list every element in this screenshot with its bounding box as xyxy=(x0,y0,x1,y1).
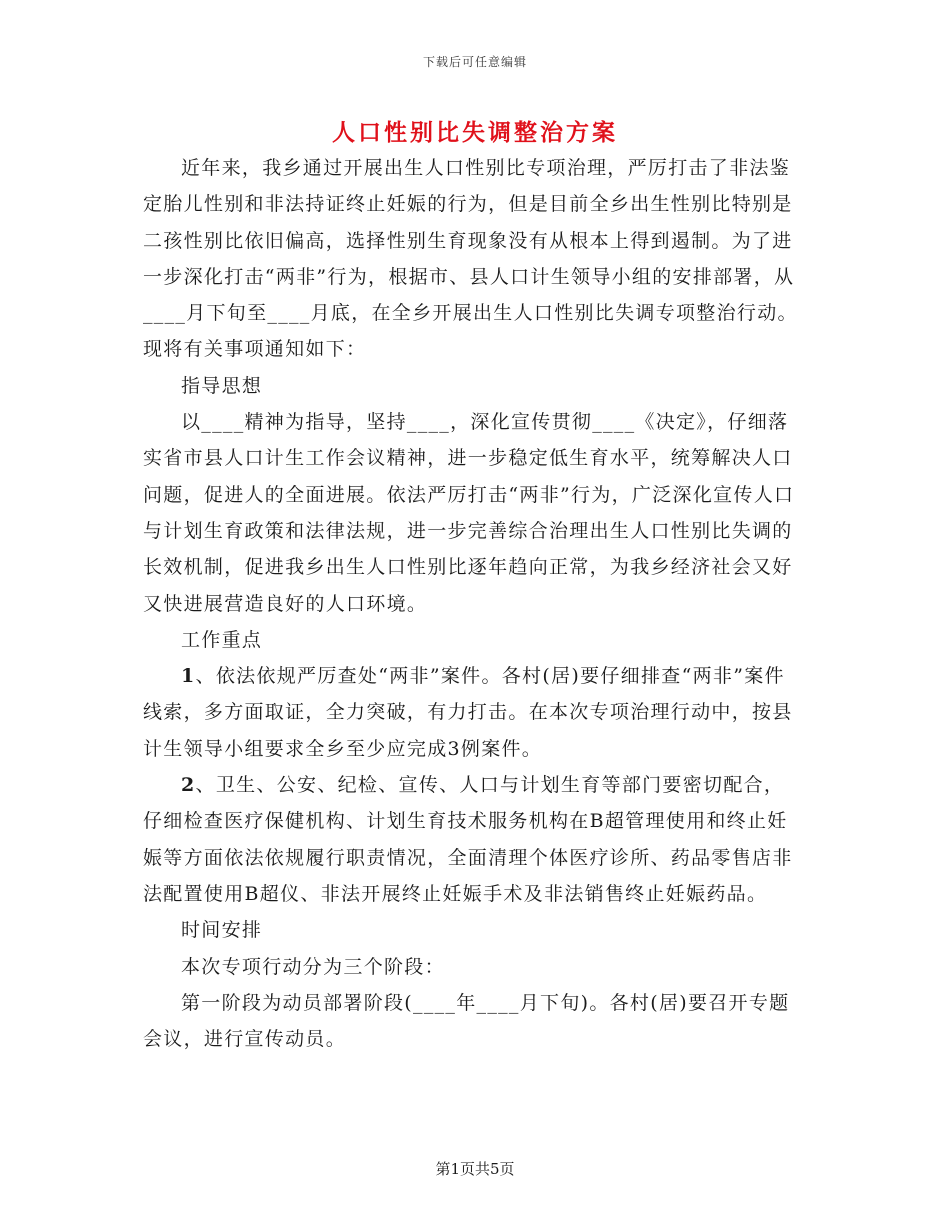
item-number: 2 xyxy=(181,774,196,797)
section-heading-schedule: 时间安排 xyxy=(181,919,263,942)
intro-paragraph: 近年来，我乡通过开展出生人口性别比专项治理，严厉打击了非法鉴定胎儿性别和非法持证终止妊娠的行为，但是目前全乡出生性别比特别是二孩性别比依旧偏高，选择性别生育现象没有从根本上得到遏制。为了进一步深化打击“两非”行为，根据市、县人口计生领导小组的安排部署，从____月下旬至____月底，在全乡开展出生人口性别比失调专项整治行动。现将有关事项通知如下： xyxy=(143,157,798,361)
work-focus-item-2 xyxy=(143,767,803,912)
item-number: 1 xyxy=(181,665,196,688)
guiding-ideology-paragraph: 以____精神为指导，坚持____，深化宣传贯彻____《决定》，仔细落实省市县人口计生工作会议精神，进一步稳定低生育水平，统筹解决人口问题，促进人的全面进展。依法严厉打击“两非”行为，广泛深化宣传人口与计划生育政策和法律法规，进一步完善综合治理出生人口性别比失调的长效机制，促进我乡出生人口性别比逐年趋向正常，为我乡经济社会又好又快进展营造良好的人口环境。 xyxy=(143,411,795,615)
page-indicator: 第1页共5页 xyxy=(435,1160,515,1178)
document-title: 人口性别比失调整治方案 xyxy=(332,119,618,146)
stage-1-paragraph: 第一阶段为动员部署阶段(____年____月下旬)。各村(居)要召开专题会议，进行宣传动员。 xyxy=(143,991,790,1051)
section-heading-guiding-ideology: 指导思想 xyxy=(181,374,263,397)
stages-intro: 本次专项行动分为三个阶段： xyxy=(181,955,445,978)
item-text: 、卫生、公安、纪检、宣传、人口与计划生育等部门要密切配合，仔细检查医疗保健机构、计划生育技术服务机构在B超管理使用和终止妊娠等方面依法依规履行职责情况，全面清理个体医疗诊所、药品零售店非法配置使用B超仪、非法开展终止妊娠手术及非法销售终止妊娠药品。 xyxy=(143,774,793,905)
section-heading-work-focus: 工作重点 xyxy=(181,628,263,651)
item-text: 、依法依规严厉查处“两非”案件。各村(居)要仔细排查“两非”案件线索，多方面取证，全力突破，有力打击。在本次专项治理行动中，按县计生领导小组要求全乡至少应完成3例案件。 xyxy=(143,665,793,760)
work-focus-item-1 xyxy=(143,658,803,767)
header-note: 下载后可任意编辑 xyxy=(422,55,527,69)
document-body xyxy=(143,150,803,1057)
